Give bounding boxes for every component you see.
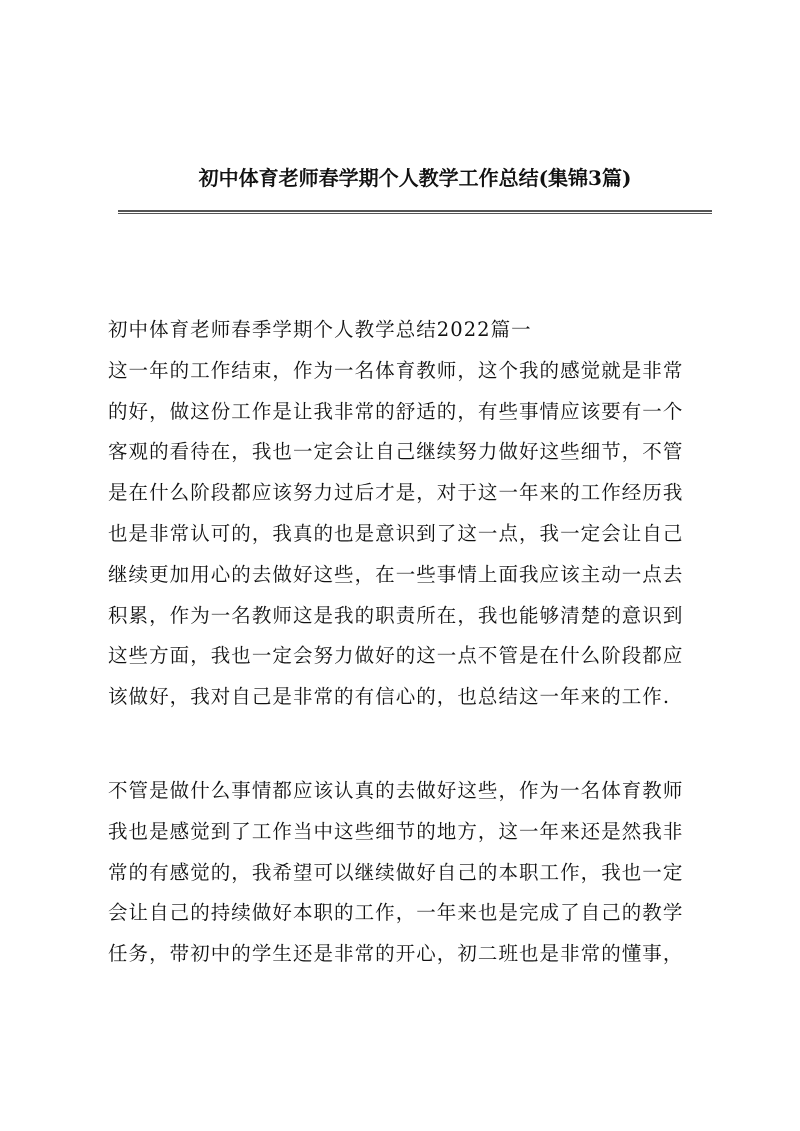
paragraph-2 <box>108 771 708 975</box>
paragraph-1 <box>108 351 708 718</box>
title-divider <box>118 210 712 214</box>
text-line: 常的有感觉的，我希望可以继续做好自己的本职工作，我也一定 <box>108 860 684 884</box>
text-line: 该做好，我对自己是非常的有信心的，也总结这一年来的工作. <box>108 685 671 709</box>
text-line: 不管是做什么事情都应该认真的去做好这些，作为一名体育教师 <box>108 779 684 802</box>
text-line: 会让自己的持续做好本职的工作，一年来也是完成了自己的教学 <box>108 901 684 925</box>
text-line: 任务，带初中的学生还是非常的开心，初二班也是非常的懂事， <box>108 942 684 966</box>
section-heading-text: 初中体育老师春季学期个人教学总结2022篇一 <box>108 318 532 341</box>
document-title: 初中体育老师春学期个人教学工作总结(集锦3篇) <box>198 166 632 190</box>
text-line: 这一年的工作结束，作为一名体育教师，这个我的感觉就是非常 <box>108 358 684 382</box>
text-line: 继续更加用心的去做好这些，在一些事情上面我应该主动一点去 <box>108 562 684 586</box>
text-line: 的好，做这份工作是让我非常的舒适的，有些事情应该要有一个 <box>108 399 684 423</box>
text-line: 积累，作为一名教师这是我的职责所在，我也能够清楚的意识到 <box>108 603 684 627</box>
text-line: 这些方面，我也一定会努力做好的这一点不管是在什么阶段都应 <box>108 644 684 668</box>
section-heading <box>108 310 708 351</box>
text-line: 也是非常认可的，我真的也是意识到了这一点，我一定会让自己 <box>108 521 684 545</box>
text-line: 客观的看待在，我也一定会让自己继续努力做好这些细节，不管 <box>108 440 684 464</box>
text-line: 是在什么阶段都应该努力过后才是，对于这一年来的工作经历我 <box>108 481 684 505</box>
text-line: 我也是感觉到了工作当中这些细节的地方，这一年来还是然我非 <box>108 819 684 843</box>
